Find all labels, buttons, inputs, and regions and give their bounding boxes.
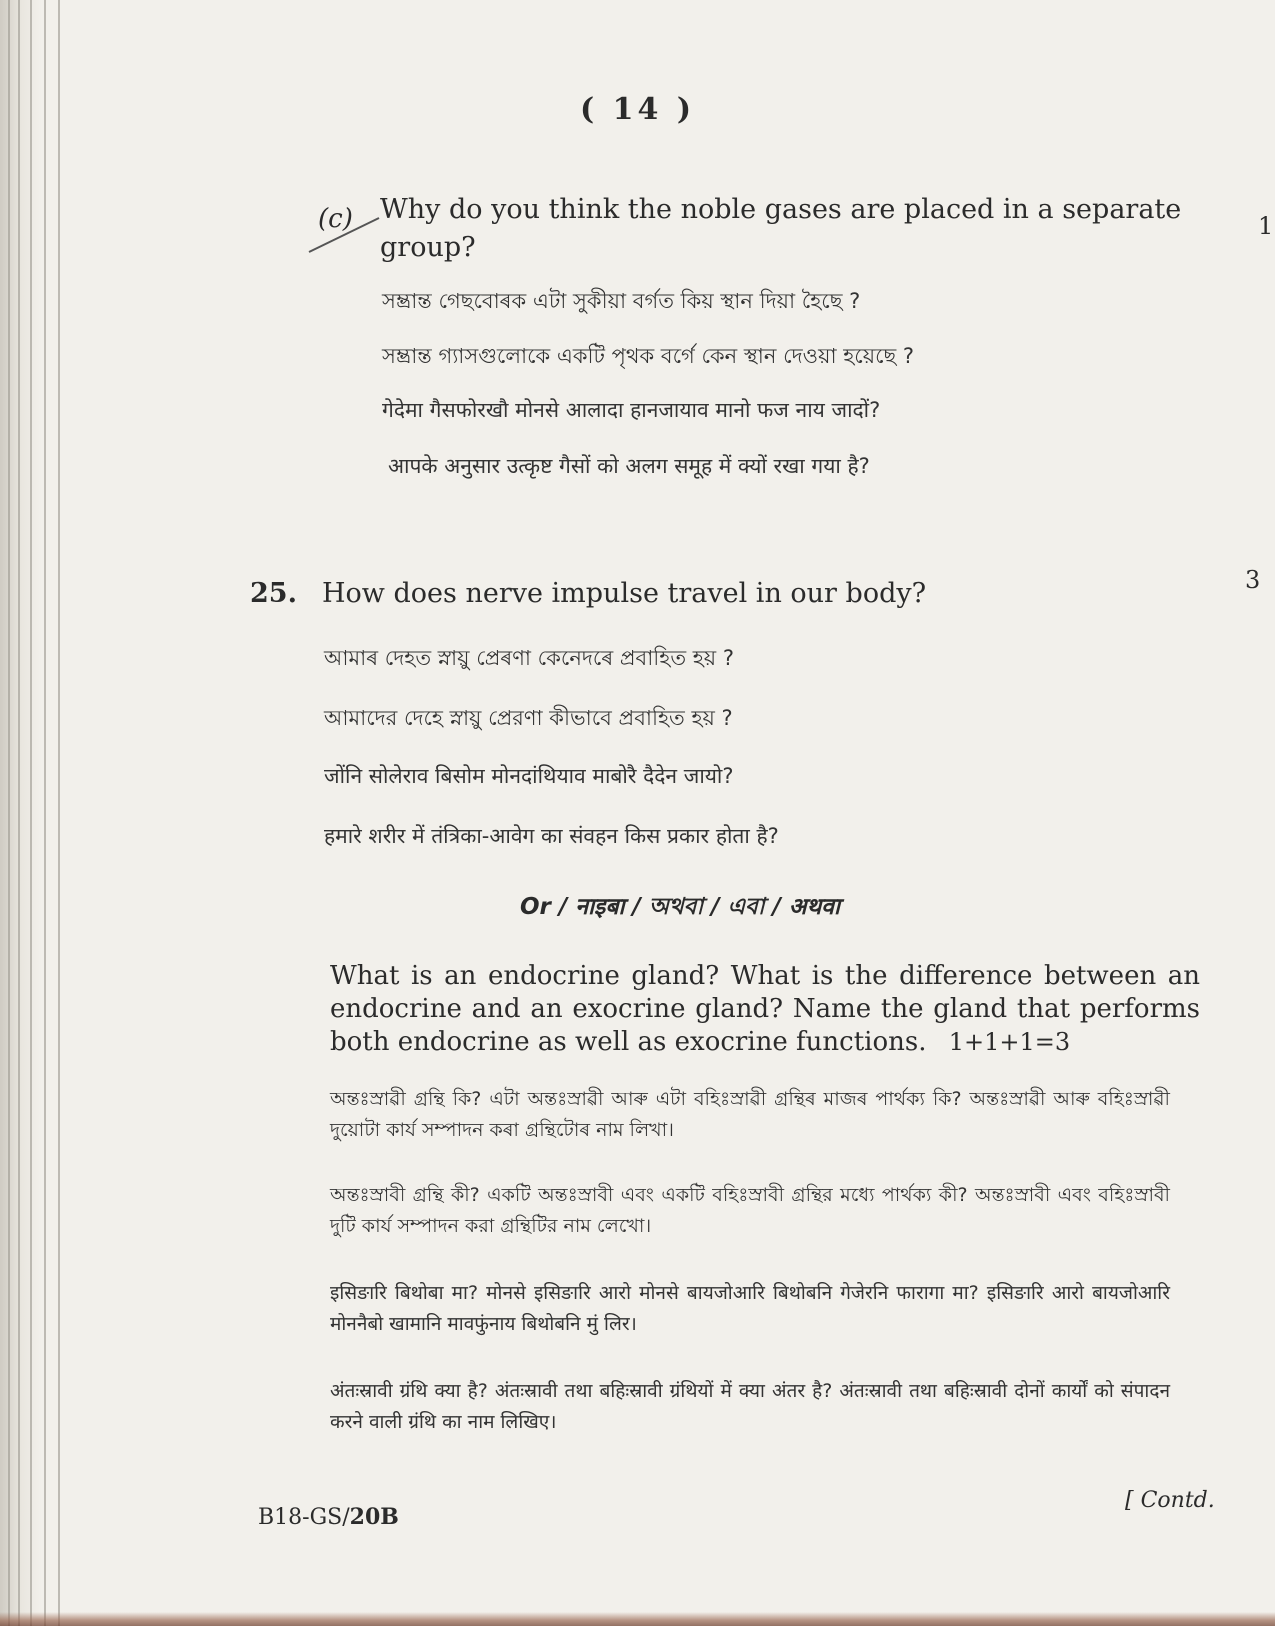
page-number: ( 14 ) xyxy=(579,92,696,127)
question-hindi: आपके अनुसार उत्कृष्ट गैसों को अलग समूह में क्यों रखा गया है? xyxy=(388,454,870,478)
question-bengali: সম্ভ্রান্ত গ্যাসগুলোকে একটি পৃথক বর্গে কেন স্থান দেওয়া হয়েছে ? xyxy=(382,344,915,368)
question-bodo: जोंनि सोलेराव बिसोम मोनदांथियाव माबोरै दैदेन जायो? xyxy=(324,764,734,788)
question-english-line2: group? xyxy=(380,232,476,263)
alternative-question-bodo: इसिङारि बिथोबा मा? मोनसे इसिङारि आरो मोनसे बायजोआरि बिथोबनि गेजेरनि फारागा मा? इसिङारि आरो बायजोआरि मोननैबो खामानि मावफुंनाय बिथोबनि मुं लिर। xyxy=(330,1282,1170,1335)
question-assamese: সম্ভ্ৰান্ত গেছবোৰক এটা সুকীয়া বৰ্গত কিয় স্থান দিয়া হৈছে ? xyxy=(382,289,861,313)
alternative-question-english xyxy=(330,960,1200,1059)
question-english-line1: Why do you think the noble gases are placed in a separate xyxy=(380,194,1182,225)
binding-line xyxy=(8,0,10,1626)
binding-line xyxy=(30,0,32,1626)
question-marks: 3 xyxy=(1245,566,1261,594)
alternative-question-text: What is an endocrine gland? What is the difference between an endocrine and an exocrine gland? Name the gland that performs both endocrine as well as exocrine functions. xyxy=(330,961,1200,1057)
question-label: (c) xyxy=(318,204,353,234)
alternative-question-hindi: अंतःस्रावी ग्रंथि क्या है? अंतःस्रावी तथा बहिःस्रावी ग्रंथियों में क्या अंतर है? अंतःस्रावी तथा बहिःस्रावी दोनों कार्यों को संपादन करने वाली ग्रंथि का नाम लिखिए। xyxy=(330,1380,1170,1433)
binding-line xyxy=(44,0,46,1626)
alternative-question-bengali: অন্তঃস্রাবী গ্রন্থি কী? একটি অন্তঃস্রাবী এবং একটি বহিঃস্রাবী গ্রন্থির মধ্যে পার্থক্য কী? অন্তঃস্রাবী এবং বহিঃস্রাবী দুটি কার্য সম্পাদন করা গ্রন্থিটির নাম লেখো। xyxy=(330,1184,1170,1237)
page-binding-edge xyxy=(0,0,70,1626)
question-number: 25. xyxy=(250,578,297,609)
paper-code xyxy=(258,1504,399,1530)
question-bengali: আমাদের দেহে স্নায়ু প্রেরণা কীভাবে প্রবাহিত হয় ? xyxy=(324,706,733,730)
question-bodo: गेदेमा गैसफोरखौ मोनसे आलादा हानजायाव मानो फज नाय जादों? xyxy=(382,398,881,422)
or-separator: Or / नाइबा / অথবা / এবা / अथवा xyxy=(520,894,840,920)
alternative-question-marks: 1+1+1=3 xyxy=(948,1028,1071,1056)
alternative-question-assamese: অন্তঃস্ৰাৱী গ্ৰন্থি কি? এটা অন্তঃস্ৰাৱী আৰু এটা বহিঃস্ৰাৱী গ্ৰন্থিৰ মাজৰ পাৰ্থক্য কি? অন্তঃস্ৰাৱী আৰু বহিঃস্ৰাৱী দুয়োটা কাৰ্য সম্পাদন কৰা গ্ৰন্থিটোৰ নাম লিখা। xyxy=(330,1088,1170,1141)
paper-code-suffix: 20B xyxy=(349,1504,399,1530)
binding-line xyxy=(18,0,20,1626)
paper-code-prefix: B18-GS/ xyxy=(258,1505,350,1530)
page-bottom-shadow xyxy=(0,1612,1275,1626)
binding-line xyxy=(58,0,60,1626)
tick-mark-icon xyxy=(305,212,385,258)
question-english: How does nerve impulse travel in our body? xyxy=(322,578,927,609)
question-marks: 1 xyxy=(1258,212,1274,240)
question-assamese: আমাৰ দেহত স্নায়ু প্ৰেৰণা কেনেদৰে প্ৰবাহিত হয় ? xyxy=(324,646,734,670)
question-hindi: हमारे शरीर में तंत्रिका-आवेग का संवहन किस प्रकार होता है? xyxy=(324,824,779,848)
continued-marker: [ Contd. xyxy=(1125,1488,1215,1513)
